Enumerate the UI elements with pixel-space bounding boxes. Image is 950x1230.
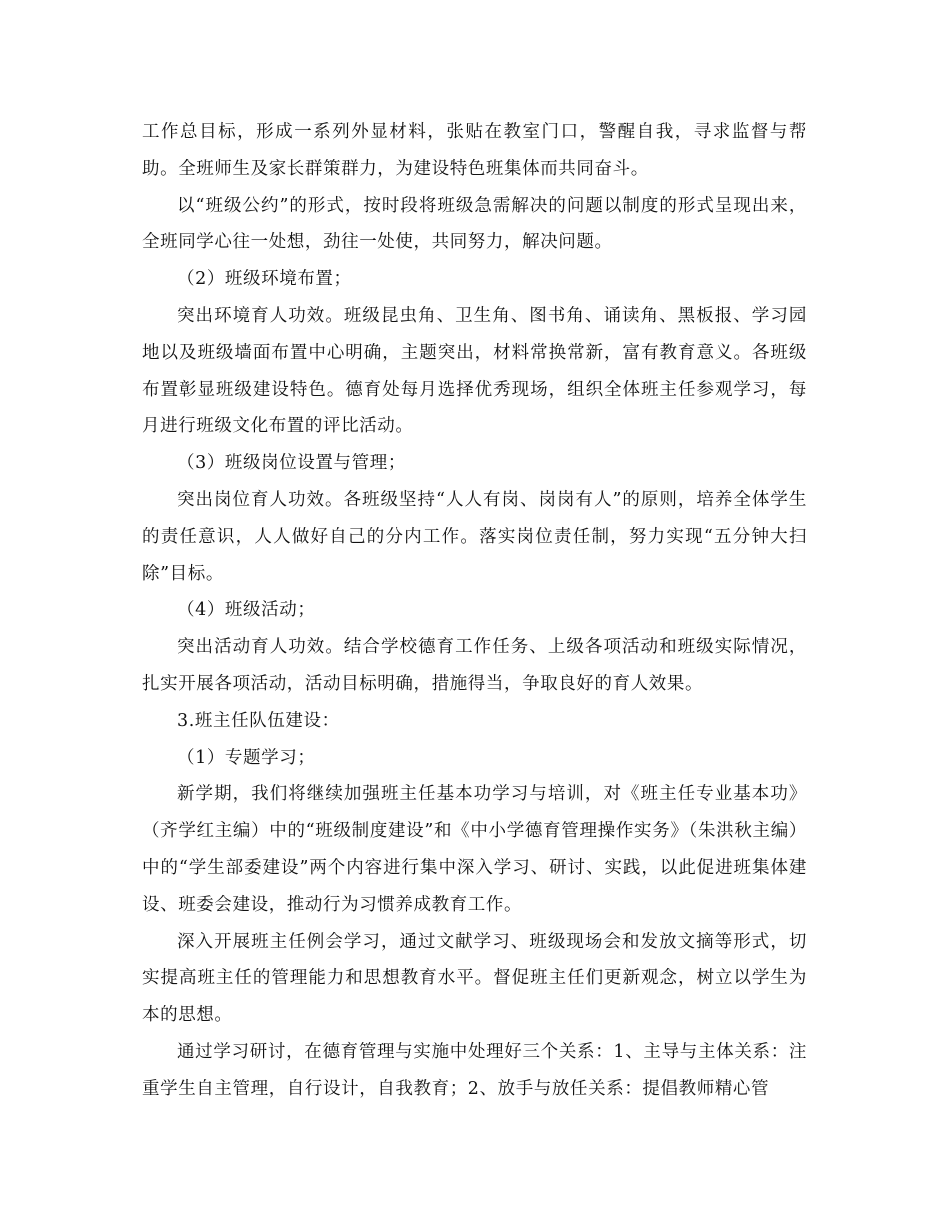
subheading-topic-study: （1）专题学习； — [177, 747, 316, 768]
subheading-class-activities: （4）班级活动； — [177, 600, 316, 621]
subheading-class-positions: （3）班级岗位设置与管理； — [177, 453, 406, 474]
paragraph-4: 突出环境育人功效。班级昆虫角、卫生角、图书角、诵读角、黑板报、学习园地以及班级墙面布置中心明确，主题突出，材料常换常新，富有教育意义。各班级布置彰显班级建设特色。德育处每月选择优秀现场，组织全体班主任参观学习，每月进行班级文化布置的评比活动。 — [142, 305, 807, 437]
paragraph-12: 深入开展班主任例会学习，通过文献学习、班级现场会和发放文摘等形式，切实提高班主任的管理能力和思想教育水平。督促班主任们更新观念，树立以学生为本的思想。 — [142, 931, 807, 1026]
body-text — [142, 114, 807, 1108]
paragraph-13: 通过学习研讨，在德育管理与实施中处理好三个关系：1、主导与主体关系：注重学生自主管理，自行设计，自我教育；2、放手与放任关系：提倡教师精心管 — [142, 1041, 807, 1099]
section-heading-teacher-team: 3.班主任队伍建设： — [177, 710, 340, 731]
paragraph-8: 突出活动育人功效。结合学校德育工作任务、上级各项活动和班级实际情况，扎实开展各项活动，活动目标明确，措施得当，争取良好的育人效果。 — [142, 637, 807, 694]
paragraph-6: 突出岗位育人功效。各班级坚持“人人有岗、岗岗有人”的原则，培养全体学生的责任意识，人人做好自己的分内工作。落实岗位责任制，努力实现“五分钟大扫除”目标。 — [142, 489, 807, 584]
paragraph-2: 以“班级公约”的形式，按时段将班级急需解决的问题以制度的形式呈现出来，全班同学心往一处想，劲往一处使，共同努力，解决问题。 — [142, 195, 807, 253]
subheading-class-environment: （2）班级环境布置； — [177, 269, 352, 290]
paragraph-11: 新学期，我们将继续加强班主任基本功学习与培训，对《班主任专业基本功》（齐学红主编）中的“班级制度建设”和《中小学德育管理操作实务》（朱洪秋主编）中的“学生部委建设”两个内容进行集中深入学习、研讨、实践，以此促进班集体建设、班委会建设，推动行为习惯养成教育工作。 — [142, 784, 807, 915]
paragraph-1: 工作总目标，形成一系列外显材料，张贴在教室门口，警醒自我，寻求监督与帮助。全班师生及家长群策群力，为建设特色班集体而共同奋斗。 — [142, 122, 807, 179]
